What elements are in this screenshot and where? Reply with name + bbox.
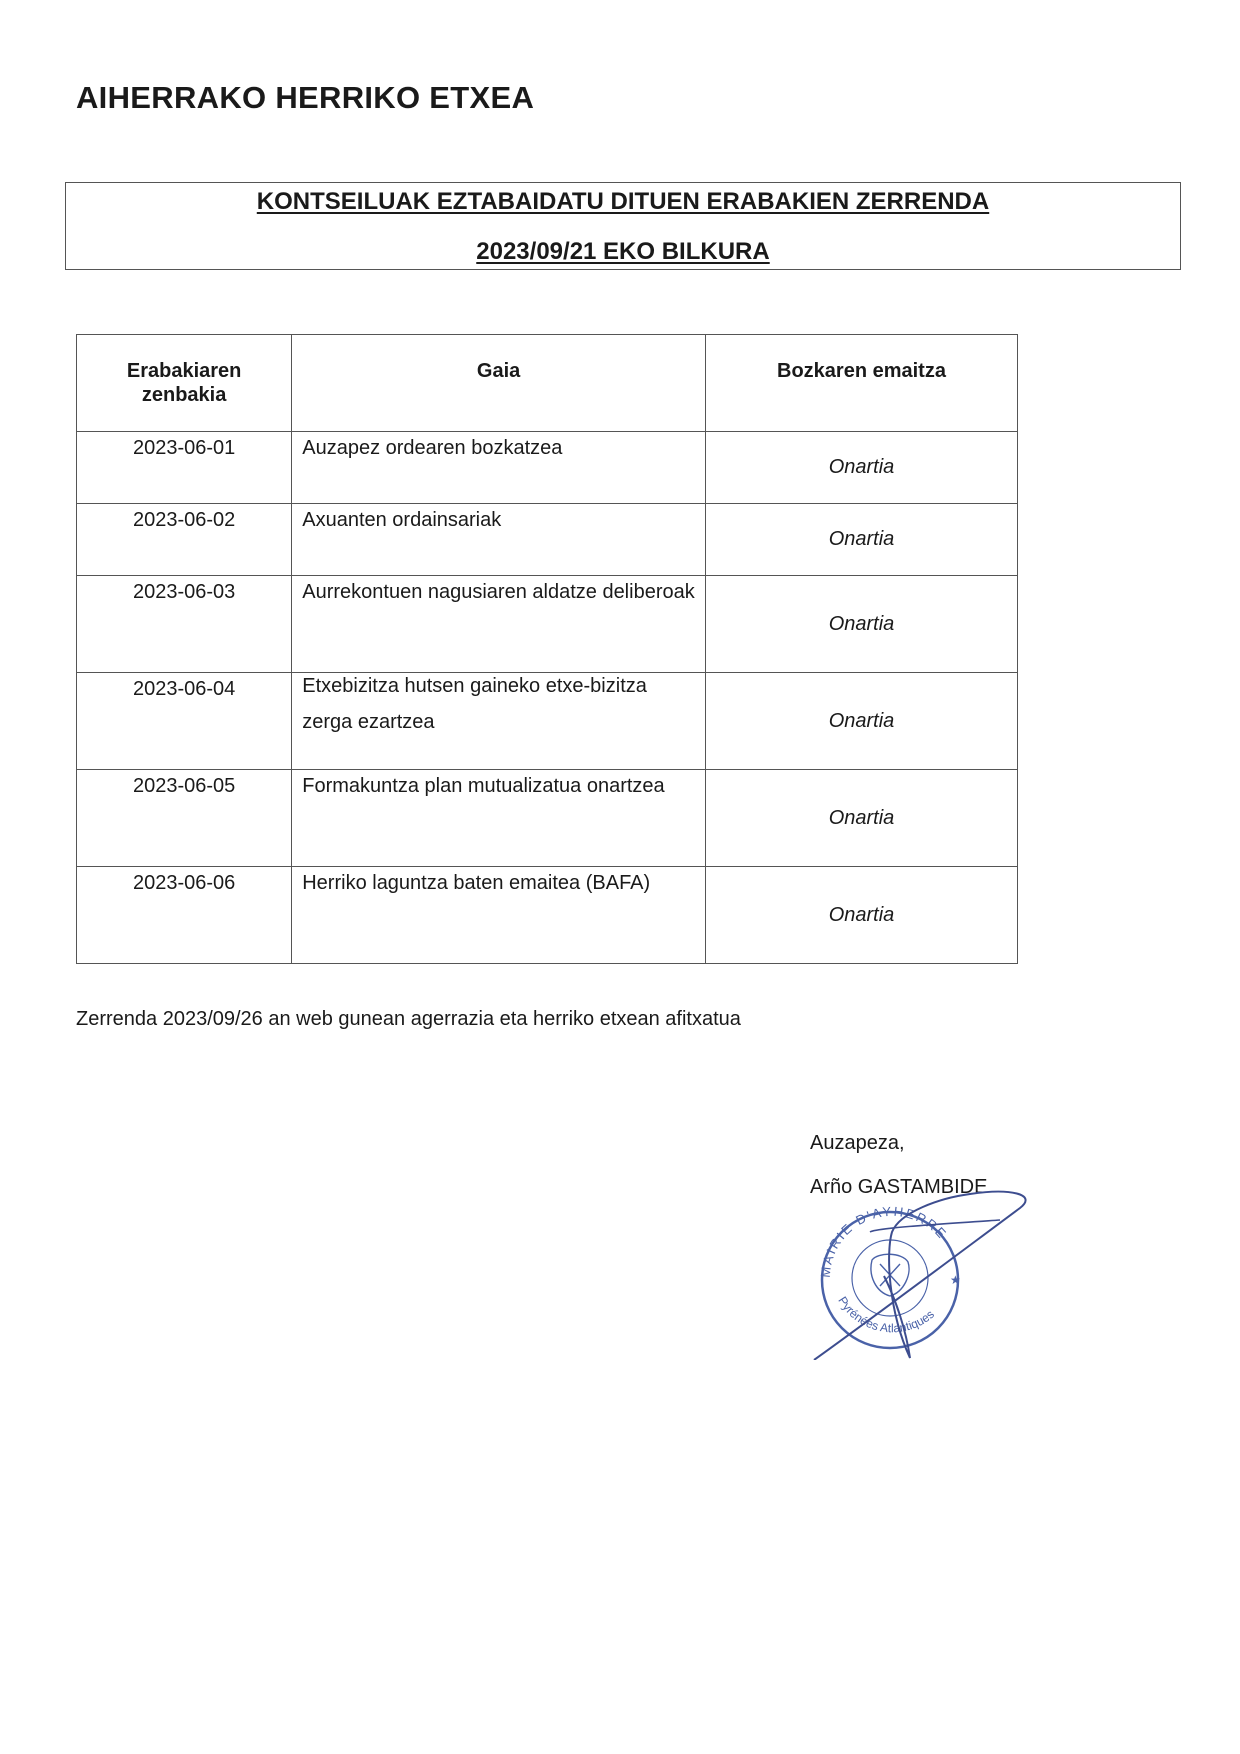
decision-topic-text: Formakuntza plan mutualizatua onartzea [302,775,665,797]
decision-result: Onartia [705,576,1017,673]
decision-topic [292,504,706,576]
decision-topic-text: Aurrekontuen nagusiaren aldatze deliberoak [302,581,695,603]
decision-topic [292,770,706,867]
stamp-star-icon: ★ [950,1273,961,1287]
decision-topic-text: Herriko laguntza baten emaitea (BAFA) [302,872,651,894]
document-title: KONTSEILUAK EZTABAIDATU DITUEN ERABAKIEN ZERRENDA [256,188,990,215]
signature-block [810,1132,1070,1382]
column-header-number-line1: Erabakiaren [126,360,242,382]
table-row [77,867,1018,964]
decision-number: 2023-06-04 [77,673,292,770]
column-header-topic: Gaia [292,335,706,432]
document-header-box [65,182,1181,270]
decision-number: 2023-06-03 [77,576,292,673]
organization-title: AIHERRAKO HERRIKO ETXEA [76,80,535,115]
decision-topic-text: Axuanten ordainsariak [302,509,502,531]
column-header-number [77,335,292,432]
stamp-text-bottom: Pyrénées Atlantiques [835,1294,937,1336]
decisions-table [76,334,1018,964]
decision-topic-text: Etxebizitza hutsen gaineko etxe-bizitza zerga ezartzea [302,675,647,733]
signatory-role: Auzapeza, [810,1132,905,1154]
column-header-result: Bozkaren emaitza [705,335,1017,432]
table-row [77,432,1018,504]
decision-number: 2023-06-06 [77,867,292,964]
table-header-row [77,335,1018,432]
table-row [77,504,1018,576]
decision-number: 2023-06-01 [77,432,292,504]
decision-number: 2023-06-05 [77,770,292,867]
decision-result: Onartia [705,504,1017,576]
decision-result: Onartia [705,432,1017,504]
table-row [77,770,1018,867]
table-row [77,673,1018,770]
decision-topic [292,867,706,964]
table-row [77,576,1018,673]
decision-topic [292,673,706,770]
decision-result: Onartia [705,770,1017,867]
official-stamp [800,1160,1050,1360]
column-header-number-line2: zenbakia [141,384,227,406]
signatory-name: Arño GASTAMBIDE [810,1176,988,1198]
decision-topic-text: Auzapez ordearen bozkatzea [302,437,563,459]
session-date: 2023/09/21 EKO BILKURA [476,238,770,265]
decision-topic [292,432,706,504]
decision-number: 2023-06-02 [77,504,292,576]
publication-note: Zerrenda 2023/09/26 an web gunean agerrazia eta herriko etxean afitxatua [76,1008,741,1030]
decision-result: Onartia [705,867,1017,964]
stamp-text-top: MAIRIE D'AYHERRE [817,1203,951,1279]
decision-topic [292,576,706,673]
decision-result: Onartia [705,673,1017,770]
